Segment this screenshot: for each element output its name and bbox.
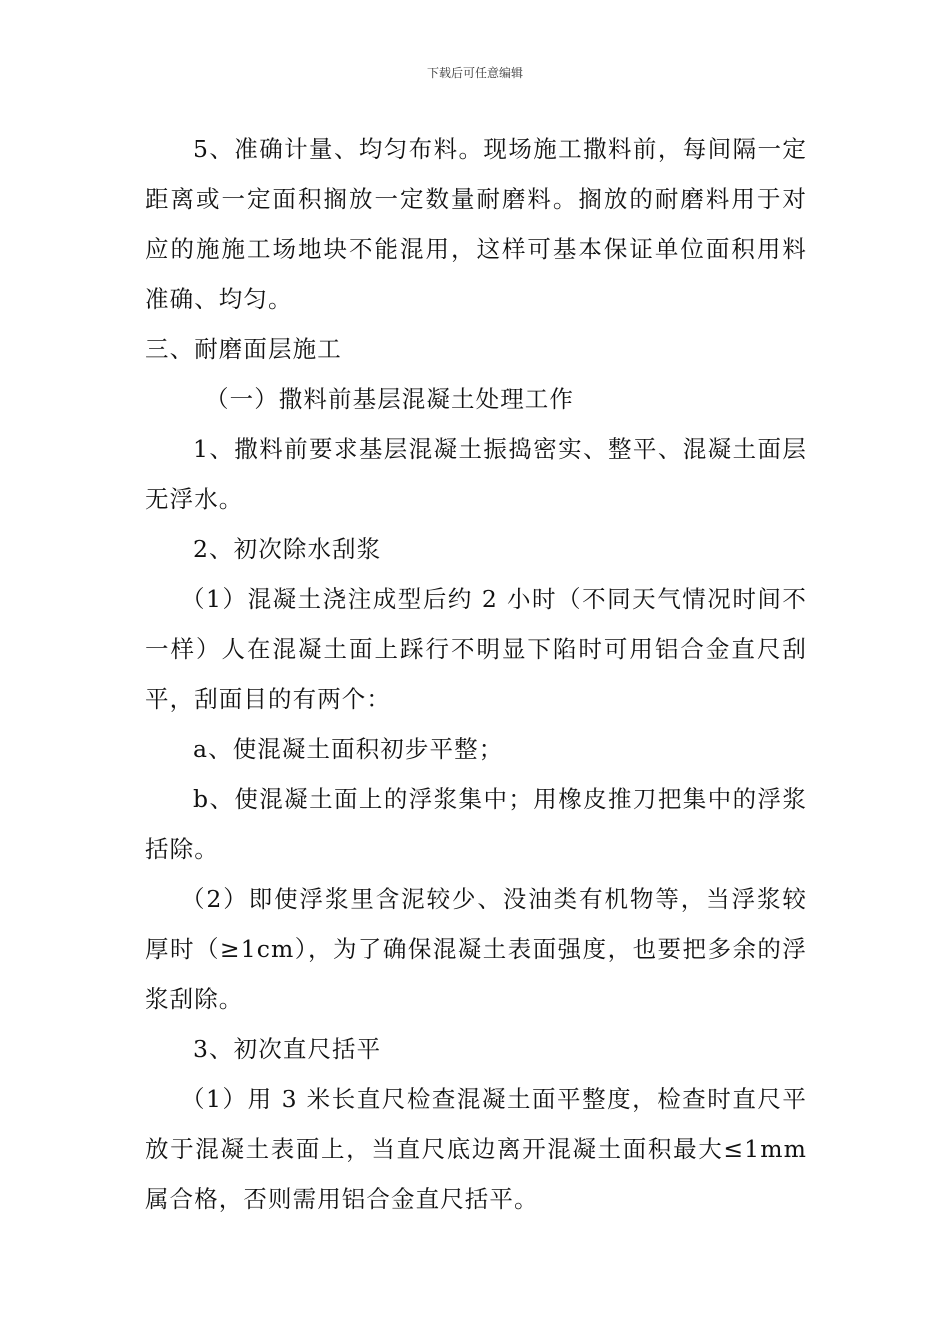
paragraph-initial-screeding-heading: 3、初次直尺括平 [193, 1035, 382, 1063]
subsection-heading-base-treatment: （一）撒料前基层混凝土处理工作 [205, 385, 574, 413]
page-header: 下载后可任意编辑 [426, 66, 523, 80]
paragraph-dewatering-step-1: （1）混凝土浇注成型后约 2 小时（不同天气情况时间不一样）人在混凝土面上踩行不明显下陷时可用铝合金直尺刮平，刮面目的有两个： [145, 585, 807, 713]
paragraph-purpose-a: a、使混凝土面积初步平整； [193, 735, 504, 763]
document-body [145, 124, 807, 1224]
paragraph-initial-dewatering-heading: 2、初次除水刮浆 [193, 535, 382, 563]
paragraph-screeding-step-1: （1）用 3 米长直尺检查混凝土面平整度，检查时直尺平放于混凝土表面上，当直尺底边离开混凝土面积最大≤1mm 属合格，否则需用铝合金直尺括平。 [145, 1085, 807, 1213]
paragraph-dewatering-step-2: （2）即使浮浆里含泥较少、没油类有机物等，当浮浆较厚时（≥1cm），为了确保混凝土表面强度，也要把多余的浮浆刮除。 [145, 885, 807, 1013]
section-heading-wear-layer: 三、耐磨面层施工 [145, 335, 342, 363]
paragraph-base-requirements: 1、撒料前要求基层混凝土振捣密实、整平、混凝土面层无浮水。 [145, 435, 807, 513]
paragraph-measure-spread: 5、准确计量、均匀布料。现场施工撒料前，每间隔一定距离或一定面积搁放一定数量耐磨料。搁放的耐磨料用于对应的施施工场地块不能混用，这样可基本保证单位面积用料准确、均匀。 [145, 135, 807, 313]
paragraph-purpose-b: b、使混凝土面上的浮浆集中；用橡皮推刀把集中的浮浆括除。 [145, 785, 807, 863]
